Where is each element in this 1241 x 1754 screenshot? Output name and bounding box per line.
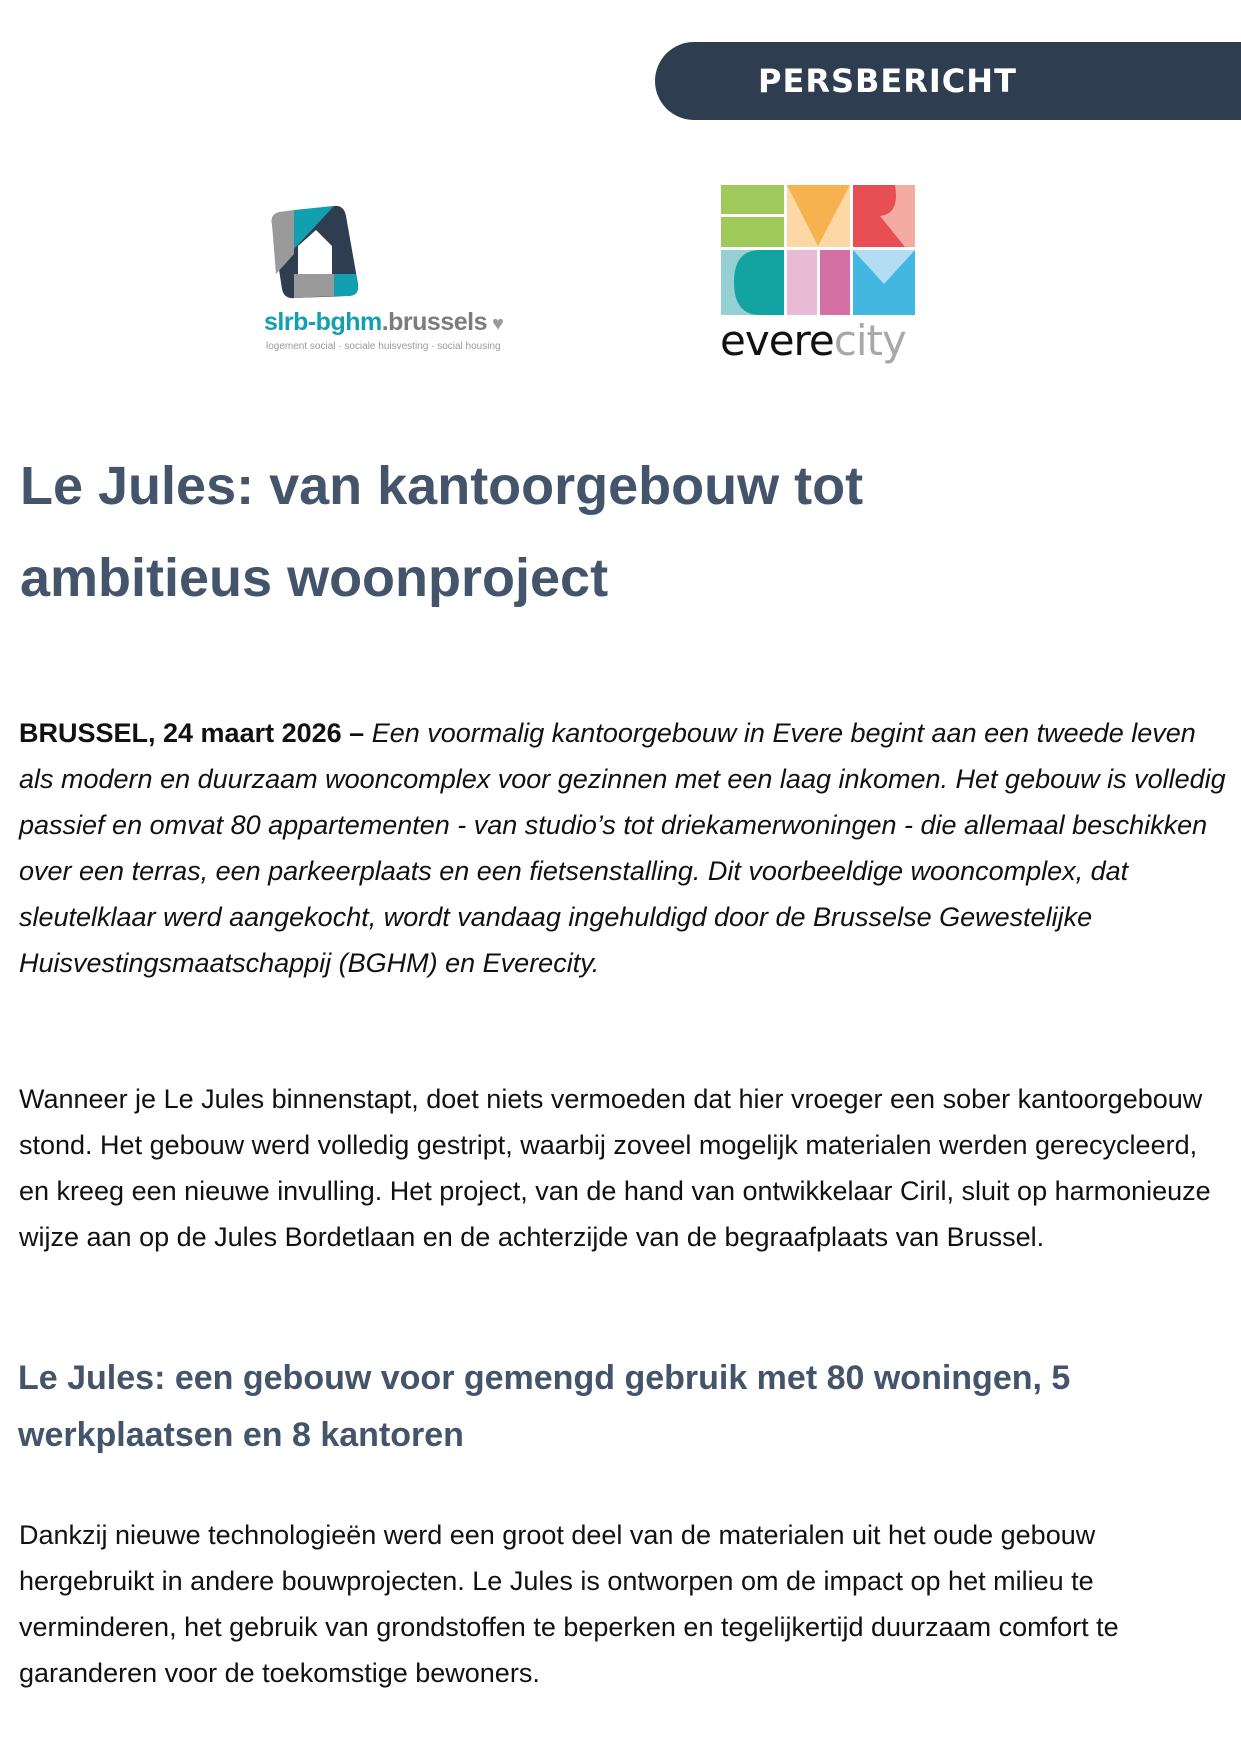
- dateline: BRUSSEL, 24 maart 2026 –: [19, 718, 365, 748]
- banner-label: PERSBERICHT: [758, 62, 1017, 100]
- body-paragraph: Dankzij nieuwe technologieën werd een groot deel van de materialen uit het oude gebouw hergebruikt in andere bouwprojecten. Le Jules is ontworpen om de impact op het milieu te verminderen, het gebruik van grondstoffen te beperken en tegelijkertijd duurzaam comfort te garanderen voor de toekomstige bewoners.: [19, 1520, 1119, 1688]
- slrb-tagline: logement social · sociale huisvesting · social housing: [266, 341, 501, 352]
- wordmark-part: .brussels: [381, 308, 487, 336]
- wordmark-part: city: [833, 316, 906, 365]
- press-release-banner: [655, 42, 1241, 120]
- page-title: Le Jules: van kantoorgebouw tot ambitieus woonproject: [20, 456, 864, 608]
- everecity-mosaic-icon: [720, 184, 916, 316]
- section-heading: Le Jules: een gebouw voor gemengd gebruik met 80 woningen, 5 werkplaatsen en 8 kantoren: [18, 1359, 1071, 1454]
- wordmark-part: evere: [720, 316, 834, 365]
- body-paragraph: Wanneer je Le Jules binnenstapt, doet niets vermoeden dat hier vroeger een sober kantoorgebouw stond. Het gebouw werd volledig gestript, waarbij zoveel mogelijk materialen werden gerecycleerd, en kreeg een nieuwe invulling. Het project, van de hand van ontwikkelaar Ciril, sluit op harmonieuze wijze aan op de Jules Bordetlaan en de achterzijde van de begraafplaats van Brussel.: [19, 1084, 1211, 1252]
- heart-icon: ♥: [487, 313, 504, 335]
- everecity-wordmark: [720, 316, 906, 365]
- everecity-logo: [720, 184, 920, 374]
- wordmark-part: slrb-bghm: [264, 308, 382, 336]
- slrb-bghm-logo: [264, 204, 564, 364]
- intro-paragraph: [19, 710, 1229, 986]
- slrb-wordmark: [264, 308, 503, 337]
- lead-text: Een voormalig kantoorgebouw in Evere begint aan een tweede leven als modern en duurzaam wooncomplex voor gezinnen met een laag inkomen. Het gebouw is volledig passief en omvat 80 appartementen - van studio’s tot driekamerwoningen - die allemaal beschikken over een terras, een parkeerplaats en een fietsenstalling. Dit voorbeeldige wooncomplex, dat sleutelklaar werd aangekocht, wordt vandaag ingehuldigd door de Brusselse Gewestelijke Huisvestingsmaatschappij (BGHM) en Everecity.: [19, 718, 1226, 978]
- house-logo-icon: [264, 204, 364, 304]
